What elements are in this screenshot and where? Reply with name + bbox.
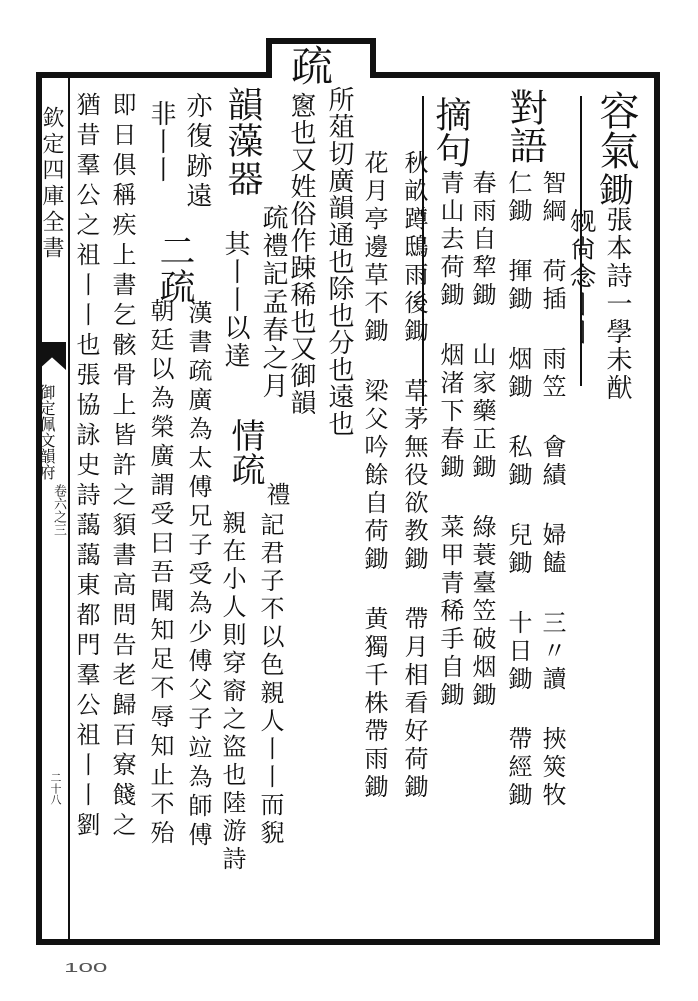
entry-text: 亦復跡遠 (182, 92, 212, 212)
item-heading: 情疏 (225, 418, 265, 486)
entry-text: 禮 (262, 482, 290, 506)
entry-text: 非丨丨 (146, 100, 176, 184)
margin-book: 御定佩文韻府 (37, 384, 56, 480)
entry-text: 親在小人則穿窬之盜也陸游詩 (218, 510, 246, 874)
section-heading-glyph: 器 (222, 160, 263, 196)
entry-text: 記君子不以色親人丨丨而貎 (256, 512, 284, 848)
phrase-list: 智綱 荷插 雨笠 會績 婦饁 三〃讀 挾筴牧 (538, 170, 566, 810)
item-heading: 二疏 (154, 232, 195, 304)
character-heading: 疏 (285, 44, 334, 86)
definition-text: 所葅切廣韻通也除也分也遠也 (324, 86, 354, 437)
section-heading: 摘句 (430, 96, 471, 168)
section-heading: 對語 (503, 88, 547, 164)
margin-title: 欽定四庫全書 (39, 106, 64, 262)
entry-text: 𫌨尚念丨丨 (568, 206, 598, 346)
entry-text: 漢書疏廣為太傅兄子受為少傅父子竝為師傅 (184, 300, 212, 851)
phrase-list: 秋畝蹲鴟雨後鋤 草茅無役欲教鋤 帶月相看好荷鋤 (400, 150, 428, 802)
phrase-list: 青山去荷鋤 烟渚下春鋤 菜甲青稀手自鋤 (436, 170, 464, 710)
entry-text: 張本詩一學未猷 (602, 206, 632, 402)
phrase-list: 仁鋤 揮鋤 烟鋤 私鋤 兒鋤 十日鋤 帶經鋤 (504, 170, 532, 810)
entry-text: 疏禮記孟春之月 (258, 204, 288, 400)
margin-volume: 卷六之三 (51, 484, 66, 536)
entry-text: 猶昔羣公之祖丨丨也張協詠史詩藹藹東都門羣公祖丨丨劉 (72, 92, 100, 842)
entry-text: 朝廷以為榮廣謂受曰吾聞知足不辱知止不殆 (146, 298, 174, 849)
entry-text: 其丨丨以達 (220, 230, 250, 370)
definition-text: 窻也又姓俗作踈稀也又御韻 (286, 92, 316, 416)
entry-heading-glyph: 鋤 (593, 172, 633, 206)
phrase-list: 花月亭邊草不鋤 梁父吟餘自荷鋤 黄獨千株帶雨鋤 (360, 150, 388, 802)
entry-text: 即日俱稱疾上書乞骸骨上皆許之䫉書高問告老歸百寮餞之 (108, 92, 136, 842)
bottom-mark: 100 (64, 959, 108, 975)
margin-divider (68, 72, 70, 945)
page-number: 二十八 (49, 772, 62, 805)
section-heading: 韻藻 (222, 86, 263, 158)
entry-heading: 容氣 (593, 90, 639, 170)
phrase-list: 春雨自犂鋤 山家藥正鋤 綠蓑臺笠破烟鋤 (468, 170, 496, 710)
